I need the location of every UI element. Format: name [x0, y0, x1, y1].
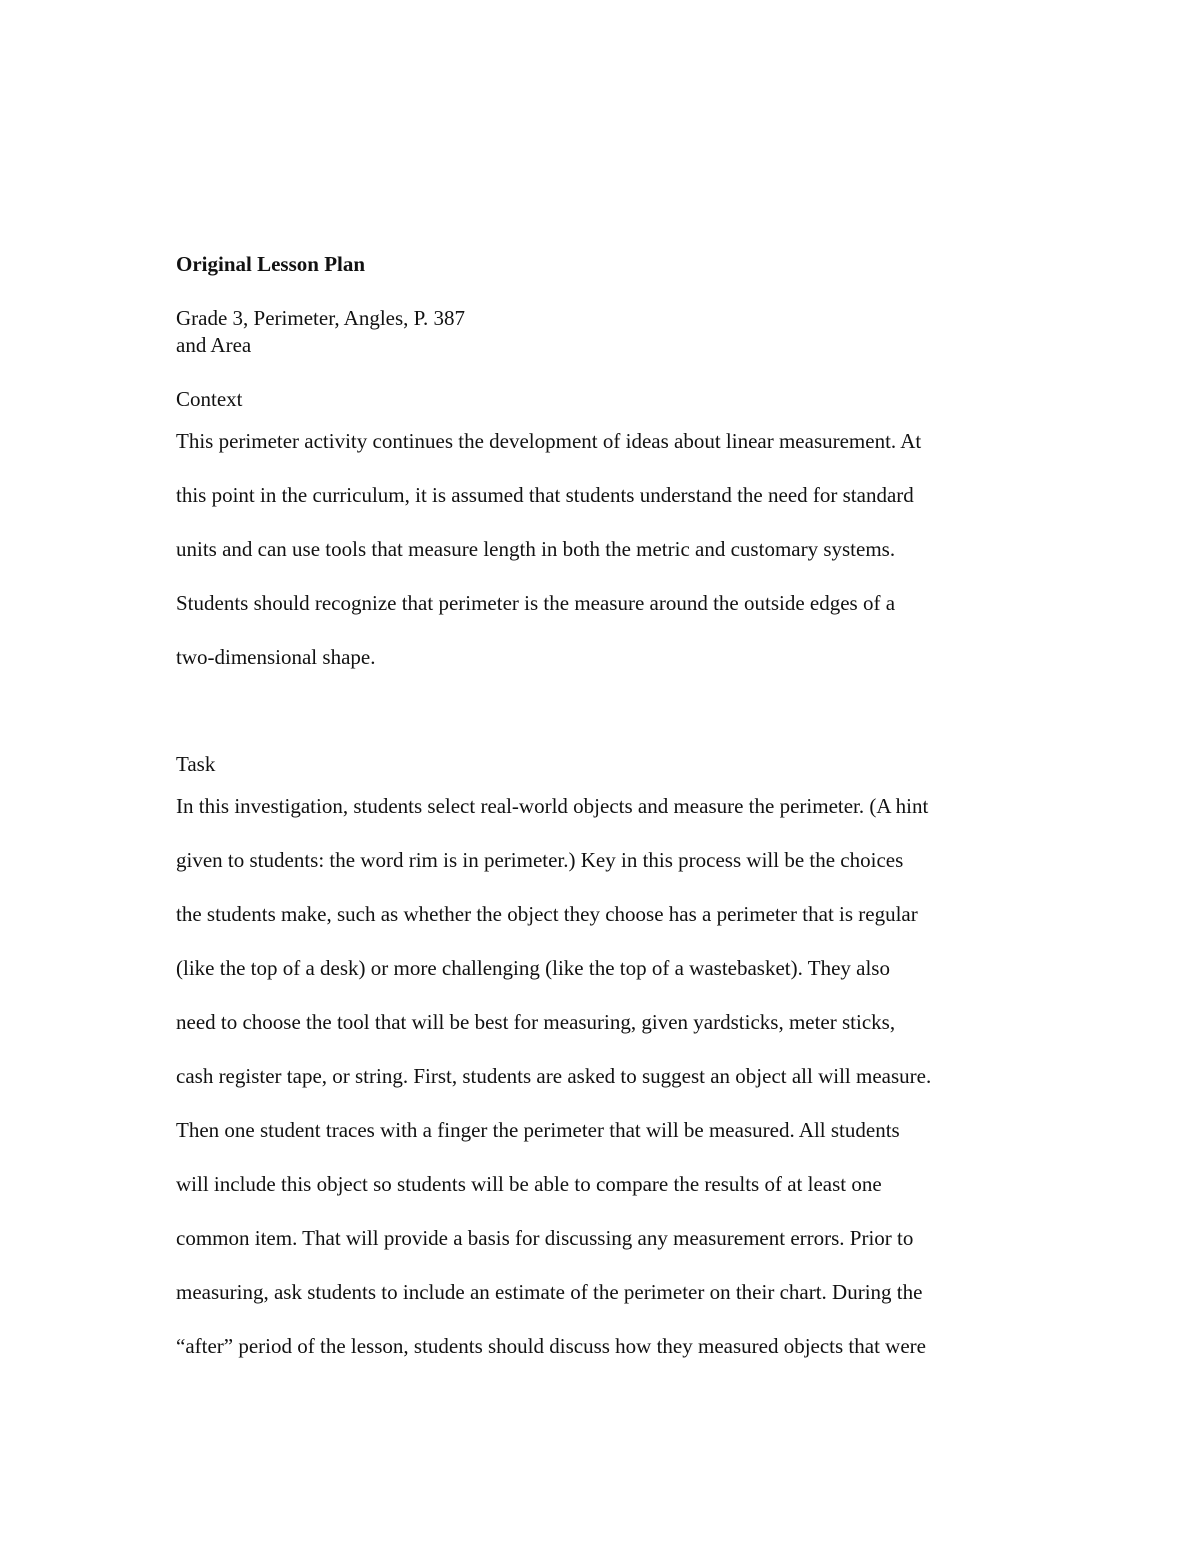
- paragraph-line: need to choose the tool that will be best for measuring, given yardsticks, meter sticks,: [176, 1010, 896, 1034]
- paragraph-line: Students should recognize that perimeter is the measure around the outside edges of a: [176, 591, 896, 615]
- paragraph-line: this point in the curriculum, it is assumed that students understand the need for standard: [176, 483, 914, 507]
- meta-line: and Area: [176, 333, 252, 357]
- paragraph-line: measuring, ask students to include an estimate of the perimeter on their chart. During the: [176, 1280, 923, 1304]
- lesson-meta: [176, 305, 1036, 359]
- meta-line: Grade 3, Perimeter, Angles, P. 387: [176, 306, 466, 330]
- paragraph-line: cash register tape, or string. First, students are asked to suggest an object all will measure.: [176, 1064, 932, 1088]
- paragraph-line: the students make, such as whether the object they choose has a perimeter that is regular: [176, 902, 918, 926]
- paragraph-line: common item. That will provide a basis for discussing any measurement errors. Prior to: [176, 1226, 914, 1250]
- context-paragraph: [176, 427, 1036, 697]
- paragraph-line: units and can use tools that measure length in both the metric and customary systems.: [176, 537, 896, 561]
- section-heading-context: Context: [176, 387, 243, 411]
- document-title: Original Lesson Plan: [176, 252, 366, 276]
- paragraph-line: This perimeter activity continues the development of ideas about linear measurement. At: [176, 429, 922, 453]
- paragraph-line: two-dimensional shape.: [176, 645, 376, 669]
- paragraph-line: will include this object so students will be able to compare the results of at least one: [176, 1172, 882, 1196]
- paragraph-line: “after” period of the lesson, students should discuss how they measured objects that were: [176, 1334, 926, 1358]
- paragraph-line: (like the top of a desk) or more challenging (like the top of a wastebasket). They also: [176, 956, 890, 980]
- paragraph-line: Then one student traces with a finger the perimeter that will be measured. All students: [176, 1118, 900, 1142]
- task-paragraph: [176, 792, 1036, 1386]
- paragraph-line: In this investigation, students select real-world objects and measure the perimeter. (A hint: [176, 794, 929, 818]
- section-heading-task: Task: [176, 752, 216, 776]
- document-body: [176, 250, 1036, 1386]
- paragraph-line: given to students: the word rim is in perimeter.) Key in this process will be the choices: [176, 848, 904, 872]
